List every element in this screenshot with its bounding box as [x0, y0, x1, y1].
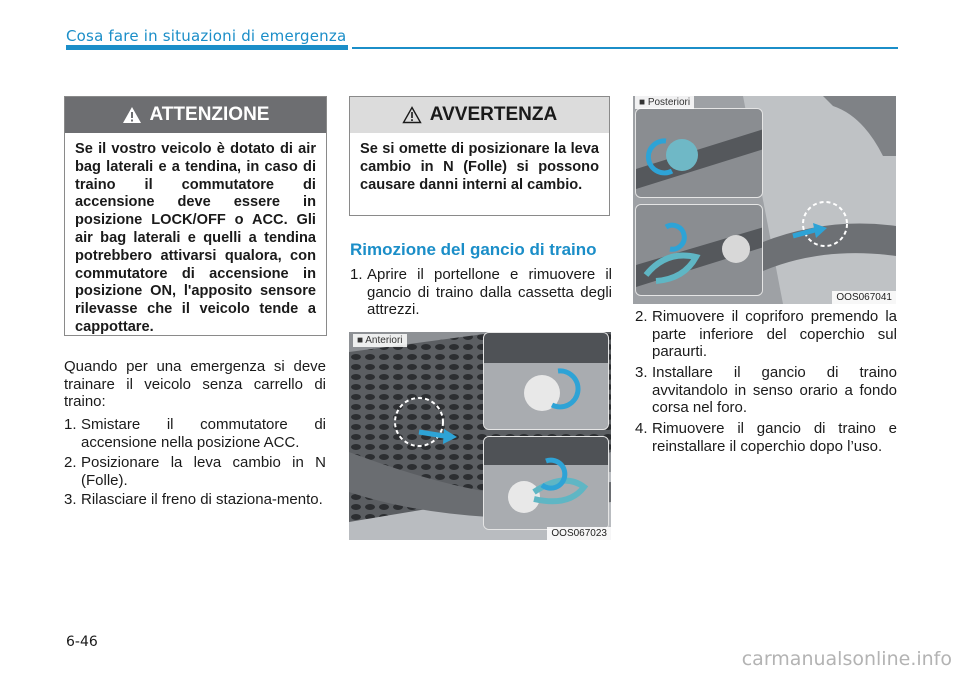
list-item	[64, 454, 326, 489]
list-item	[635, 420, 897, 455]
figure-label: ■ Anteriori	[353, 334, 407, 347]
intro-paragraph: Quando per una emergenza si deve trainare il veicolo senza carrello di traino:	[64, 358, 326, 410]
list-item	[635, 308, 897, 361]
caution-box-header	[65, 97, 326, 133]
list-item-text: Aprire il portellone e rimuovere il gancio di traino dalla cassetta degli attrezzi.	[367, 266, 612, 318]
header-rule-thin	[352, 47, 898, 49]
warning-triangle-icon	[122, 106, 142, 124]
warning-box	[349, 96, 610, 216]
list-item-number: 3.	[64, 491, 77, 508]
watermark: carmanualsonline.info	[741, 648, 952, 670]
warning-body: Se si omette di posizionare la leva cambio in N (Folle) si possono causare danni interni al cambio.	[360, 141, 599, 193]
list-item-text: Rimuovere il gancio di traino e reinstallare il coperchio dopo l’uso.	[652, 420, 897, 455]
list-item-text: Rilasciare il freno di staziona-mento.	[81, 491, 323, 508]
list-item-text: Smistare il commutatore di accensione nella posizione ACC.	[81, 416, 326, 451]
list-item-number: 1.	[350, 266, 363, 283]
section-heading: Rimozione del gancio di traino	[350, 240, 597, 259]
caution-body: Se il vostro veicolo è dotato di air bag laterali e a tendina, in caso di traino il commutatore di accensione deve essere in posizione LOCK/OFF o ACC. Gli air bag laterali e quelli a tendina potrebbero attivarsi qualora, con commutatore di accensione in posizione ON, l'apposito sensore rilevasse che il veicolo tende a cappottare.	[75, 141, 316, 335]
warning-box-header	[350, 97, 609, 133]
caution-box	[64, 96, 327, 336]
list-item	[635, 364, 897, 417]
list-item-text: Installare il gancio di traino avvitandolo in senso orario a fondo corsa nel foro.	[652, 364, 897, 416]
section-title: Cosa fare in situazioni di emergenza	[66, 27, 347, 45]
front-inset-bottom	[483, 436, 609, 530]
list-item	[64, 491, 326, 509]
list-item-text: Posizionare la leva cambio in N (Folle).	[81, 454, 326, 489]
page-number: 6-46	[66, 634, 98, 650]
rear-inset-top	[635, 108, 763, 198]
list-item-number: 4.	[635, 420, 648, 437]
warning-title: AVVERTENZA	[429, 104, 558, 125]
rear-hook-figure	[633, 96, 896, 304]
front-inset-top	[483, 332, 609, 430]
caution-title: ATTENZIONE	[149, 104, 270, 125]
list-item-number: 2.	[64, 454, 77, 471]
list-item	[64, 416, 326, 451]
list-item-number: 1.	[64, 416, 77, 433]
figure-label: ■ Posteriori	[635, 96, 694, 109]
front-hook-figure	[349, 332, 611, 540]
list-item-text: Rimuovere il copriforo premendo la parte inferiore del coperchio sul paraurti.	[652, 308, 897, 360]
list-item	[350, 266, 612, 319]
warning-triangle-outline-icon	[402, 106, 422, 124]
figure-code: OOS067023	[547, 527, 611, 540]
figure-code: OOS067041	[832, 291, 896, 304]
list-item-number: 3.	[635, 364, 648, 381]
rear-inset-bottom	[635, 204, 763, 296]
header-rule-thick	[66, 45, 348, 50]
list-item-number: 2.	[635, 308, 648, 325]
